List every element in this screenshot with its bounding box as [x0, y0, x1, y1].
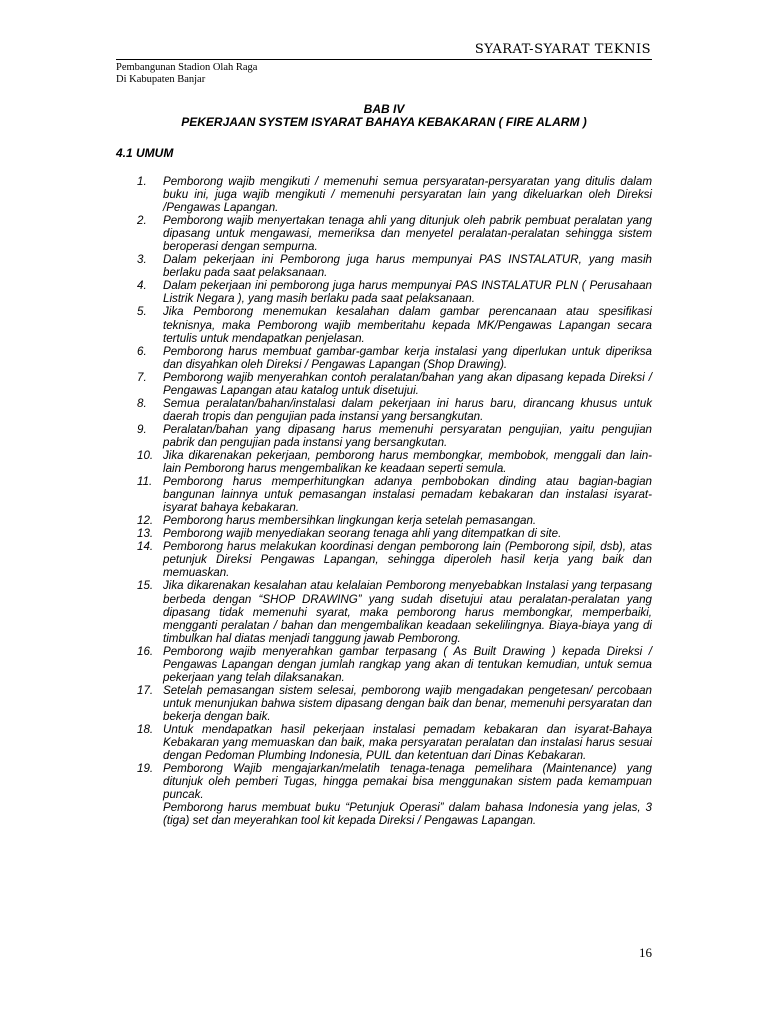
list-item — [137, 397, 652, 423]
item-number: 12. — [137, 514, 154, 528]
item-text: Pemborong harus membuat gambar-gambar kerja instalasi yang diperlukan untuk diperiksa dan disyahkan oleh Direksi / Pengawas Lapangan (Shop Drawing). — [163, 344, 652, 371]
list-item — [137, 475, 652, 514]
item-number: 10. — [137, 448, 154, 462]
list-item — [137, 279, 652, 305]
item-number: 3. — [137, 253, 147, 267]
item-number: 9. — [137, 422, 147, 436]
list-item — [137, 345, 652, 371]
list-item — [137, 423, 652, 449]
item-text: Pemborong harus membersihkan lingkungan kerja setelah pemasangan. — [163, 514, 537, 528]
list-item — [137, 527, 652, 540]
item-text: Jika dikarenakan pekerjaan, pemborong harus membongkar, membobok, menggali dan lain-lain Pemborong harus mengembalikan ke keadaan seperti semula. — [163, 448, 652, 476]
item-number: 2. — [137, 214, 147, 228]
item-number: 18. — [137, 722, 154, 736]
project-info — [116, 62, 257, 86]
item-number: 11. — [137, 475, 153, 489]
item-text: Pemborong harus melakukan koordinasi dengan pemborong lain (Pemborong sipil, dsb), atas petunjuk Direksi Pengawas Lapangan, sehingga diperoleh hasil kerja yang baik dan memuaskan. — [163, 540, 652, 580]
item-text: Dalam pekerjaan ini pemborong juga harus mempunyai PAS INSTALATUR PLN ( Perusahaan Listrik Negara ), yang masih berlaku pada saat pelaksanaan. — [163, 279, 652, 306]
item-number: 4. — [137, 279, 147, 293]
item-text: Untuk mendapatkan hasil pekerjaan instalasi pemadam kebakaran dan isyarat-Bahaya Kebakaran yang memuaskan dan baik, maka persyaratan peralatan dan instalasi harus sesuai dengan Pedoman Plumbing Indonesia, PUIL dan ketentuan dari Dinas Kebakaran. — [163, 722, 652, 763]
page-number: 16 — [639, 945, 652, 960]
list-item — [137, 305, 652, 344]
requirements-list — [137, 175, 652, 827]
item-number: 15. — [137, 579, 154, 593]
item-text: Dalam pekerjaan ini Pemborong juga harus mempunyai PAS INSTALATUR, yang masih berlaku pada saat pelaksanaan. — [163, 253, 652, 280]
item-text: Pemborong wajib menyerahkan contoh peralatan/bahan yang akan dipasang kepada Direksi / Pengawas Lapangan atau katalog untuk disetujui. — [163, 370, 652, 397]
item-number: 8. — [137, 396, 147, 410]
list-item — [137, 253, 652, 279]
list-item — [137, 762, 652, 801]
list-item — [137, 514, 652, 527]
item-text: Pemborong harus memperhitungkan adanya pembobokan dinding atau bagian-bagian bangunan lainnya untuk pemasangan instalasi pemadam kebakaran dan instalasi isyarat-isyarat bahaya kebakaran. — [163, 475, 652, 515]
item-number: 7. — [137, 370, 147, 384]
list-item — [137, 684, 652, 723]
project-location: Di Kabupaten Banjar — [116, 74, 206, 85]
item-text: Semua peralatan/bahan/instalasi dalam pekerjaan ini harus baru, dirancang khusus untuk daerah tropis dan pengujian pada instansi yang bersangkutan. — [163, 396, 652, 423]
item-text: Pemborong wajib menyediakan seorang tenaga ahli yang ditempatkan di site. — [163, 527, 562, 541]
header-divider — [116, 59, 652, 60]
list-item — [137, 214, 652, 253]
item-number: 6. — [137, 344, 147, 358]
list-item — [137, 175, 652, 214]
item-continuation-text: Pemborong harus membuat buku “Petunjuk Operasi” dalam bahasa Indonesia yang jelas, 3 (tiga) set dan meyerahkan tool kit kepada Direksi / Pengawas Lapangan. — [163, 801, 652, 828]
item-number: 13. — [137, 527, 154, 541]
list-item — [137, 645, 652, 684]
item-text: Setelah pemasangan sistem selesai, pemborong wajib mengadakan pengetesan/ percobaan untuk menunjukan bahwa sistem dipasang dengan baik dan benar, memenuhi persyaratan dan bekerja dengan baik. — [163, 683, 652, 723]
item-text: Jika Pemborong menemukan kesalahan dalam gambar perencanaan atau spesifikasi teknisnya, maka Pemborong wajib memberitahu kepada MK/Pengawas Lapangan secara tertulis untuk mendapatkan penjelasan. — [163, 305, 652, 345]
project-name: Pembangunan Stadion Olah Raga — [116, 62, 258, 73]
item-text: Pemborong wajib menyerahkan gambar terpasang ( As Built Drawing ) kepada Direksi / Pengawas Lapangan dengan jumlah rangkap yang akan di tentukan kemudian, untuk semua pekerjaan yang telah dilaksanakan. — [163, 644, 652, 684]
list-item — [137, 449, 652, 475]
item-text: Pemborong wajib menyertakan tenaga ahli yang ditunjuk oleh pabrik pembuat peralatan yang dipasang untuk mengawasi, memeriksa dan menyetel peralatan-peralatan sehingga sistem beroperasi dengan sempurna. — [163, 214, 652, 254]
item-number: 1. — [137, 175, 147, 188]
item-text: Jika dikarenakan kesalahan atau kelalaian Pemborong menyebabkan Instalasi yang terpasang berbeda dengan “SHOP DRAWING” yang sudah disetujui atau peralatan-peralatan yang dipasang tidak memenuhi syarat, maka pemborong harus membongkar, memperbaiki, mengganti peralatan / bahan dan mengembalikan keadaan sekelilingnya. Biaya-biaya yang di timbulkan hal diatas menjadi tanggung jawab Pemborong. — [163, 579, 652, 645]
list-item — [137, 371, 652, 397]
list-item — [137, 579, 652, 644]
list-item — [137, 723, 652, 762]
section-heading: 4.1 UMUM — [116, 146, 174, 160]
item-text: Pemborong Wajib mengajarkan/melatih tenaga-tenaga pemelihara (Maintenance) yang ditunjuk oleh pemberi Tugas, hingga pemakai bisa menggunakan sistem pada kemampuan puncak. — [163, 762, 652, 802]
item-number: 5. — [137, 305, 147, 319]
chapter-title: PEKERJAAN SYSTEM ISYARAT BAHAYA KEBAKARAN ( FIRE ALARM ) — [181, 115, 587, 129]
item-number: 17. — [137, 683, 154, 697]
chapter-number: BAB IV — [363, 102, 405, 116]
document-type-header: SYARAT-SYARAT TEKNIS — [474, 42, 651, 57]
item-text: Pemborong wajib mengikuti / memenuhi semua persyaratan-persyaratan yang ditulis dalam buku ini, juga wajib mengikuti / memenuhi persyaratan lain yang dikeluarkan oleh Direksi /Pengawas Lapangan. — [163, 175, 652, 215]
item-number: 14. — [137, 540, 154, 554]
item-number: 16. — [137, 644, 154, 658]
item-number: 19. — [137, 762, 154, 776]
list-item — [137, 540, 652, 579]
item-text: Peralatan/bahan yang dipasang harus memenuhi persyaratan pengujian, yaitu pengujian pabrik dan pengujian pada instansi yang bersangkutan. — [163, 422, 652, 449]
